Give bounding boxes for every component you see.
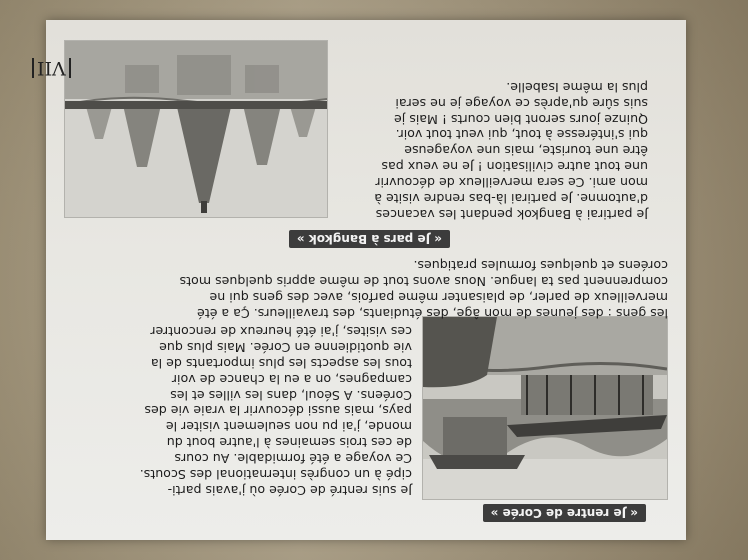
text-line: pays, mais aussi découvrir la vraie vie des: [144, 403, 412, 419]
text-line: monde, j'ai pu non seulement visiter le: [165, 419, 412, 435]
section-title-bangkok: « Je pars à Bangkok »: [289, 230, 450, 248]
text-line: Coréens. A Séoul, dans les villes et les: [170, 387, 412, 403]
paper-sheet: [37, 20, 686, 540]
text-line: coréens et quelques formules pratiques.: [413, 258, 668, 274]
text-line: les gens : des jeunes de mon âge, des étudiants, des travailleurs. Ça a été: [197, 306, 668, 321]
paragraph-bangkok: [374, 79, 648, 222]
paragraph-coree-narrow: [140, 323, 412, 498]
text-line: merveilleux de parler, de plaisanter même parfois, avec des gens qui ne: [209, 290, 668, 306]
temple-illustration: [65, 41, 327, 217]
korean-pavilion-photo: [422, 316, 668, 500]
text-line: de ces trois semaines à l'autre bout du: [166, 435, 412, 451]
text-line: qui s'intéresse à tout, qui veut tout voir.: [395, 127, 648, 143]
text-line: ces visites, j'ai été heureux de rencontrer: [150, 323, 412, 339]
page-number-mark: VII: [32, 58, 71, 78]
text-line: mon ami. Ce sera merveilleux de découvrir: [375, 175, 648, 191]
text-line: cipé à un congrès international des Scouts.: [139, 467, 412, 483]
text-line: tous les aspects les plus importants de la: [150, 355, 412, 371]
paragraph-coree-wide: [180, 257, 668, 321]
text-line: Ce voyage a été formidable. Au cours: [174, 451, 412, 467]
text-line: Quinze jours seront bien courts ! Mais je: [394, 111, 648, 127]
text-line: suis sûre qu'après ce voyage je ne serai: [395, 95, 648, 111]
pavilion-illustration: [423, 317, 667, 499]
text-line: campagnes, on a eu la chance de voir: [171, 371, 412, 387]
text-line: une tout autre civilisation ! Je ne veux pas: [381, 159, 648, 175]
bangkok-temple-photo: [64, 40, 328, 218]
text-line: comprennent pas ta langue. Nous avons tout de même appris quelques mots: [179, 274, 668, 290]
text-line: vie quotidienne en Corée. Mais plus que: [159, 339, 412, 355]
text-line: être une touriste, mais une voyageuse: [404, 143, 648, 159]
text-line: Je partirai à Bangkok pendant les vacances: [375, 207, 648, 222]
text-line: plus la même Isabelle.: [506, 79, 648, 95]
text-line: d'automne. Je partirai là-bas rendre visite à: [374, 191, 648, 207]
section-title-coree: « Je rentre de Corée »: [483, 504, 646, 522]
text-line: Je suis rentré de Corée où j'avais parti-: [167, 483, 412, 498]
